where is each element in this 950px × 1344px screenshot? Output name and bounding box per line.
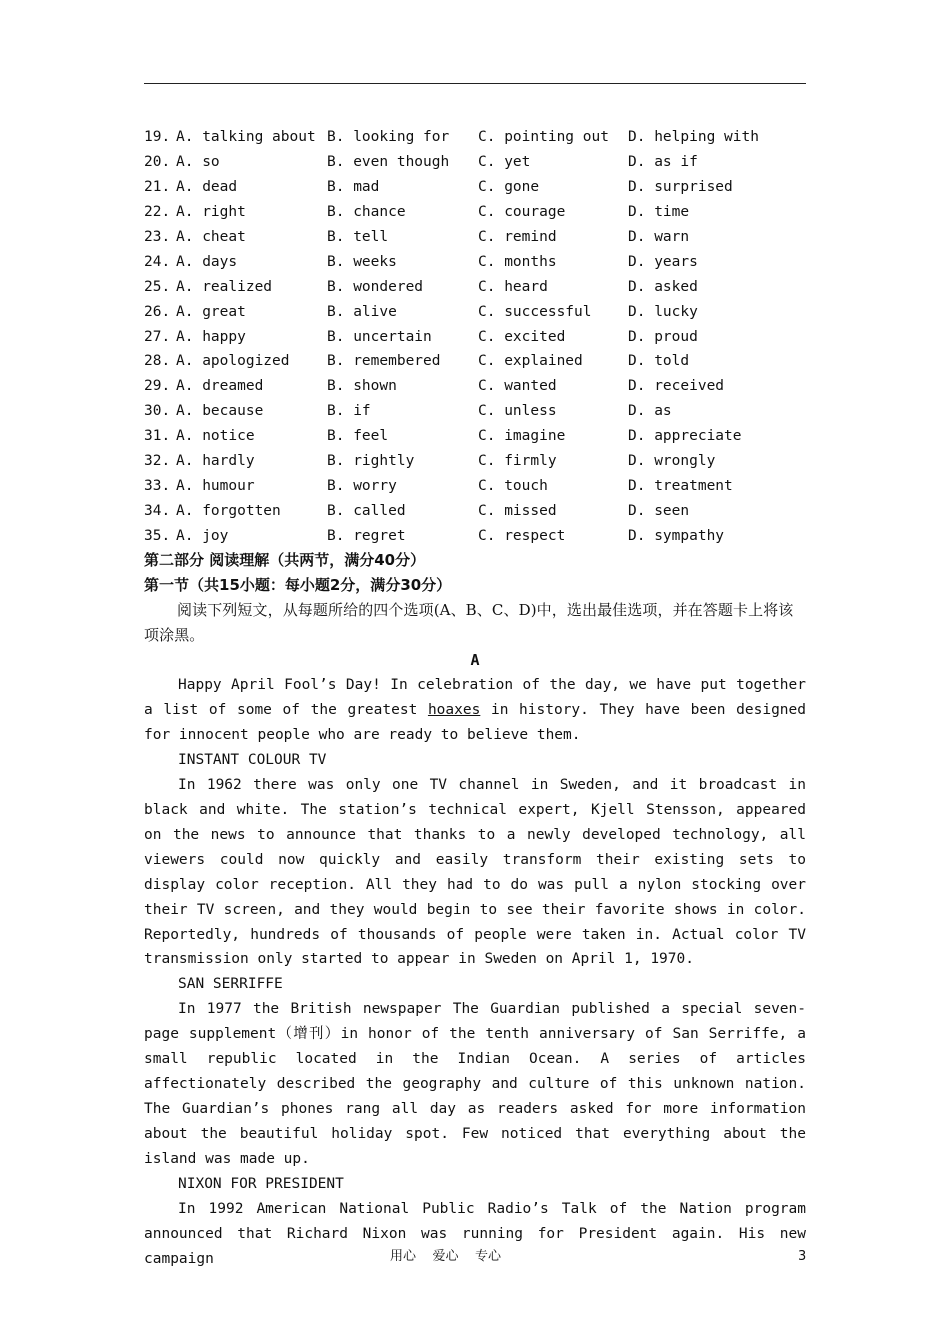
option-a: A. days: [176, 253, 238, 270]
option-a: A. great: [176, 303, 246, 320]
option-row: [144, 374, 806, 399]
subheading-instant-colour-tv: INSTANT COLOUR TV: [178, 751, 327, 768]
option-a: A. forgotten: [176, 503, 281, 520]
subheading-nixon-for-president: NIXON FOR PRESIDENT: [178, 1176, 344, 1193]
option-row: [144, 300, 806, 325]
question-number: 34.: [144, 503, 171, 520]
option-b: B. tell: [327, 228, 389, 245]
option-a: A. realized: [176, 278, 273, 295]
option-row: [144, 275, 806, 300]
option-b: B. uncertain: [327, 328, 432, 345]
part-two-heading: 第二部分 阅读理解（共两节，满分40分）: [144, 551, 426, 569]
option-c: C. explained: [478, 353, 583, 370]
option-b: B. mad: [327, 178, 380, 195]
option-d: D. wrongly: [628, 453, 716, 470]
paragraph-instant-colour-tv: In 1962 there was only one TV channel in Sweden, and it broadcast in black and white. The station’s technical expert, Kjell Stensson, appeared on the news to announce that thanks to a newly developed technology, all viewers could now quickly and easily transform their existing sets to display color reception. All they had to do was pull a nylon stocking over their TV screen, and they would begin to see their favorite shows in color. Reportedly, hundreds of thousands of people were taken in. Actual color TV transmission only started to appear in Sweden on April 1, 1970.: [144, 776, 806, 968]
option-a: A. joy: [176, 528, 229, 544]
option-c: C. yet: [478, 153, 531, 170]
option-b: B. shown: [327, 378, 397, 395]
paragraph-san-serriffe: In 1977 the British newspaper The Guardian published a special seven-page supplement（增刊）in honor of the tenth anniversary of San Serriffe, a small republic located in the Indian Ocean. A series of articles affectionately described the geography and culture of this unknown nation. The Guardian’s phones rang all day as readers asked for more information about the beautiful holiday spot. Few noticed that everything about the island was made up.: [144, 1001, 806, 1168]
option-d: D. years: [628, 253, 698, 270]
question-number: 35.: [144, 528, 171, 544]
option-a: A. hardly: [176, 453, 255, 470]
option-d: D. treatment: [628, 478, 733, 495]
option-a: A. so: [176, 153, 220, 170]
option-d: D. told: [628, 353, 690, 370]
option-d: D. warn: [628, 228, 690, 245]
option-c: C. courage: [478, 203, 566, 220]
option-row: [144, 125, 806, 150]
question-number: 21.: [144, 178, 171, 195]
option-d: D. as: [628, 403, 672, 420]
option-row: [144, 474, 806, 499]
option-b: B. weeks: [327, 253, 397, 270]
option-a: A. dreamed: [176, 378, 264, 395]
option-row: [144, 524, 806, 549]
option-a: A. right: [176, 203, 246, 220]
option-c: C. missed: [478, 503, 557, 520]
option-row: [144, 250, 806, 275]
option-a: A. dead: [176, 178, 238, 195]
hoaxes-underlined-word: hoaxes: [427, 701, 481, 718]
option-b: B. rightly: [327, 453, 415, 470]
option-c: C. imagine: [478, 428, 566, 445]
option-row: [144, 349, 806, 374]
option-b: B. looking for: [327, 129, 450, 145]
option-d: D. lucky: [628, 303, 698, 320]
question-number: 24.: [144, 253, 171, 270]
question-number: 30.: [144, 403, 171, 420]
option-c: C. touch: [478, 478, 548, 495]
paragraph-nixon-for-president: In 1992 American National Public Radio’s Talk of the Nation program announced that Richard Nixon was running for President again. His new campaign: [144, 1201, 806, 1267]
option-c: C. pointing out: [478, 129, 609, 145]
option-d: D. appreciate: [628, 428, 742, 445]
option-b: B. wondered: [327, 278, 424, 295]
section-one-heading: 第一节（共15小题：每小题2分，满分30分）: [144, 576, 452, 594]
option-row: [144, 449, 806, 474]
option-d: D. surprised: [628, 178, 733, 195]
option-c: C. respect: [478, 528, 566, 544]
passage-body: [144, 673, 806, 1272]
question-number: 29.: [144, 378, 171, 395]
option-a: A. notice: [176, 428, 255, 445]
option-d: D. sympathy: [628, 528, 725, 544]
option-d: D. proud: [628, 328, 698, 345]
option-c: C. heard: [478, 278, 548, 295]
option-a: A. talking about: [176, 129, 316, 145]
footer-motto: 用心 爱心 专心: [390, 1249, 502, 1264]
question-number: 28.: [144, 353, 171, 370]
passage-intro: [144, 673, 806, 748]
option-b: B. regret: [327, 528, 406, 544]
option-b: B. alive: [327, 303, 397, 320]
option-b: B. even though: [327, 153, 450, 170]
option-a: A. apologized: [176, 353, 290, 370]
option-c: C. remind: [478, 228, 557, 245]
question-number: 23.: [144, 228, 171, 245]
option-c: C. gone: [478, 178, 540, 195]
option-d: D. time: [628, 203, 690, 220]
option-d: D. as if: [628, 153, 698, 170]
question-number: 19.: [144, 129, 171, 145]
option-a: A. humour: [176, 478, 255, 495]
option-row: [144, 225, 806, 250]
question-number: 33.: [144, 478, 171, 495]
question-number: 26.: [144, 303, 171, 320]
option-b: B. worry: [327, 478, 397, 495]
option-row: [144, 499, 806, 524]
option-d: D. asked: [628, 278, 698, 295]
subheading-san-serriffe: SAN SERRIFFE: [178, 976, 283, 993]
question-number: 25.: [144, 278, 171, 295]
reading-instruction: 阅读下列短文，从每题所给的四个选项(A、B、C、D)中，选出最佳选项，并在答题卡上将该项涂黑。: [144, 601, 794, 644]
option-b: B. chance: [327, 203, 406, 220]
option-a: A. because: [176, 403, 264, 420]
option-b: B. called: [327, 503, 406, 520]
option-c: C. firmly: [478, 453, 557, 470]
option-b: B. remembered: [327, 353, 441, 370]
option-c: C. successful: [478, 303, 592, 320]
option-a: A. cheat: [176, 228, 246, 245]
option-c: C. months: [478, 253, 557, 270]
answer-options-list: [144, 125, 806, 549]
question-number: 27.: [144, 328, 171, 345]
passage-title: A: [470, 651, 480, 669]
option-row: [144, 424, 806, 449]
option-row: [144, 200, 806, 225]
question-number: 31.: [144, 428, 171, 445]
option-row: [144, 150, 806, 175]
intro-text-after: in history. They have been designed for innocent people who are ready to believe them.: [144, 701, 807, 743]
question-number: 22.: [144, 203, 171, 220]
option-c: C. wanted: [478, 378, 557, 395]
option-a: A. happy: [176, 328, 246, 345]
header-rule: [144, 83, 806, 84]
question-number: 20.: [144, 153, 171, 170]
option-d: D. helping with: [628, 129, 759, 145]
option-b: B. if: [327, 403, 371, 420]
intro-text-before: Happy April Fool’s Day! In celebration of the day, we have put together a list of some of the greatest: [144, 677, 806, 718]
option-d: D. seen: [628, 503, 690, 520]
option-row: [144, 175, 806, 200]
option-c: C. unless: [478, 403, 557, 420]
option-row: [144, 399, 806, 424]
option-c: C. excited: [478, 328, 566, 345]
question-number: 32.: [144, 453, 171, 470]
option-d: D. received: [628, 378, 725, 395]
option-b: B. feel: [327, 428, 389, 445]
option-row: [144, 325, 806, 350]
page-number: 3: [798, 1249, 807, 1264]
